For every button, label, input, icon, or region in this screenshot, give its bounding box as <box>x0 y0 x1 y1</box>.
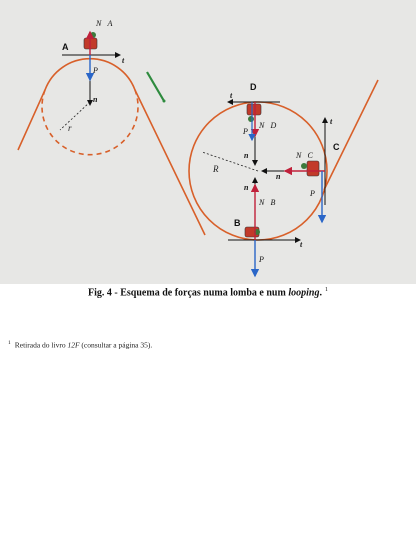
normal-label-d: N⃗D <box>259 121 277 130</box>
normal-label-b: N⃗B <box>259 198 276 207</box>
tangent-label-c: t <box>330 117 333 126</box>
accent-bar-end <box>163 100 166 103</box>
tangent-label-d: t <box>230 91 233 100</box>
cart-c <box>307 161 319 176</box>
caption-italic: looping <box>288 287 320 299</box>
point-label-c: C <box>333 142 340 152</box>
normal-label-n-c: n <box>276 172 281 181</box>
weight-label-d: P⃗ <box>243 127 255 136</box>
footnote-italic: 12F <box>67 340 80 350</box>
caption-note-mark: 1 <box>324 287 328 293</box>
weight-label-c: P⃗ <box>310 189 322 198</box>
footnote <box>8 340 152 350</box>
cart-d-head <box>248 116 254 122</box>
normal-label-c: N⃗C <box>296 151 313 160</box>
large-radius-label: R <box>213 164 219 174</box>
cart-c-head <box>301 163 307 169</box>
footnote-mark: 1 <box>8 340 11 346</box>
point-label-a: A <box>62 42 69 52</box>
normal-label-n-d: n <box>244 151 249 160</box>
cart-a-head <box>90 32 96 38</box>
figure-caption <box>0 287 416 298</box>
footnote-text-before: Retirada do livro <box>14 340 68 350</box>
cart-d <box>247 104 261 115</box>
weight-label-b: P⃗ <box>259 255 271 264</box>
normal-label-a: N⃗A <box>96 19 113 28</box>
tangent-label-a: t <box>122 56 125 65</box>
tangent-label-b: t <box>300 240 303 249</box>
normal-label-n-b: n <box>244 183 249 192</box>
caption-prefix: Fig. 4 - Esquema de forças numa lomba e num <box>88 287 289 299</box>
weight-label-a: P⃗ <box>93 66 105 75</box>
small-radius-label: r <box>68 123 72 133</box>
point-label-b: B <box>234 218 241 228</box>
footnote-text-after: (consultar a página 35). <box>79 340 153 350</box>
caption-suffix: . <box>319 287 322 299</box>
normal-label-n-a: n <box>93 95 98 104</box>
point-label-d: D <box>250 82 257 92</box>
